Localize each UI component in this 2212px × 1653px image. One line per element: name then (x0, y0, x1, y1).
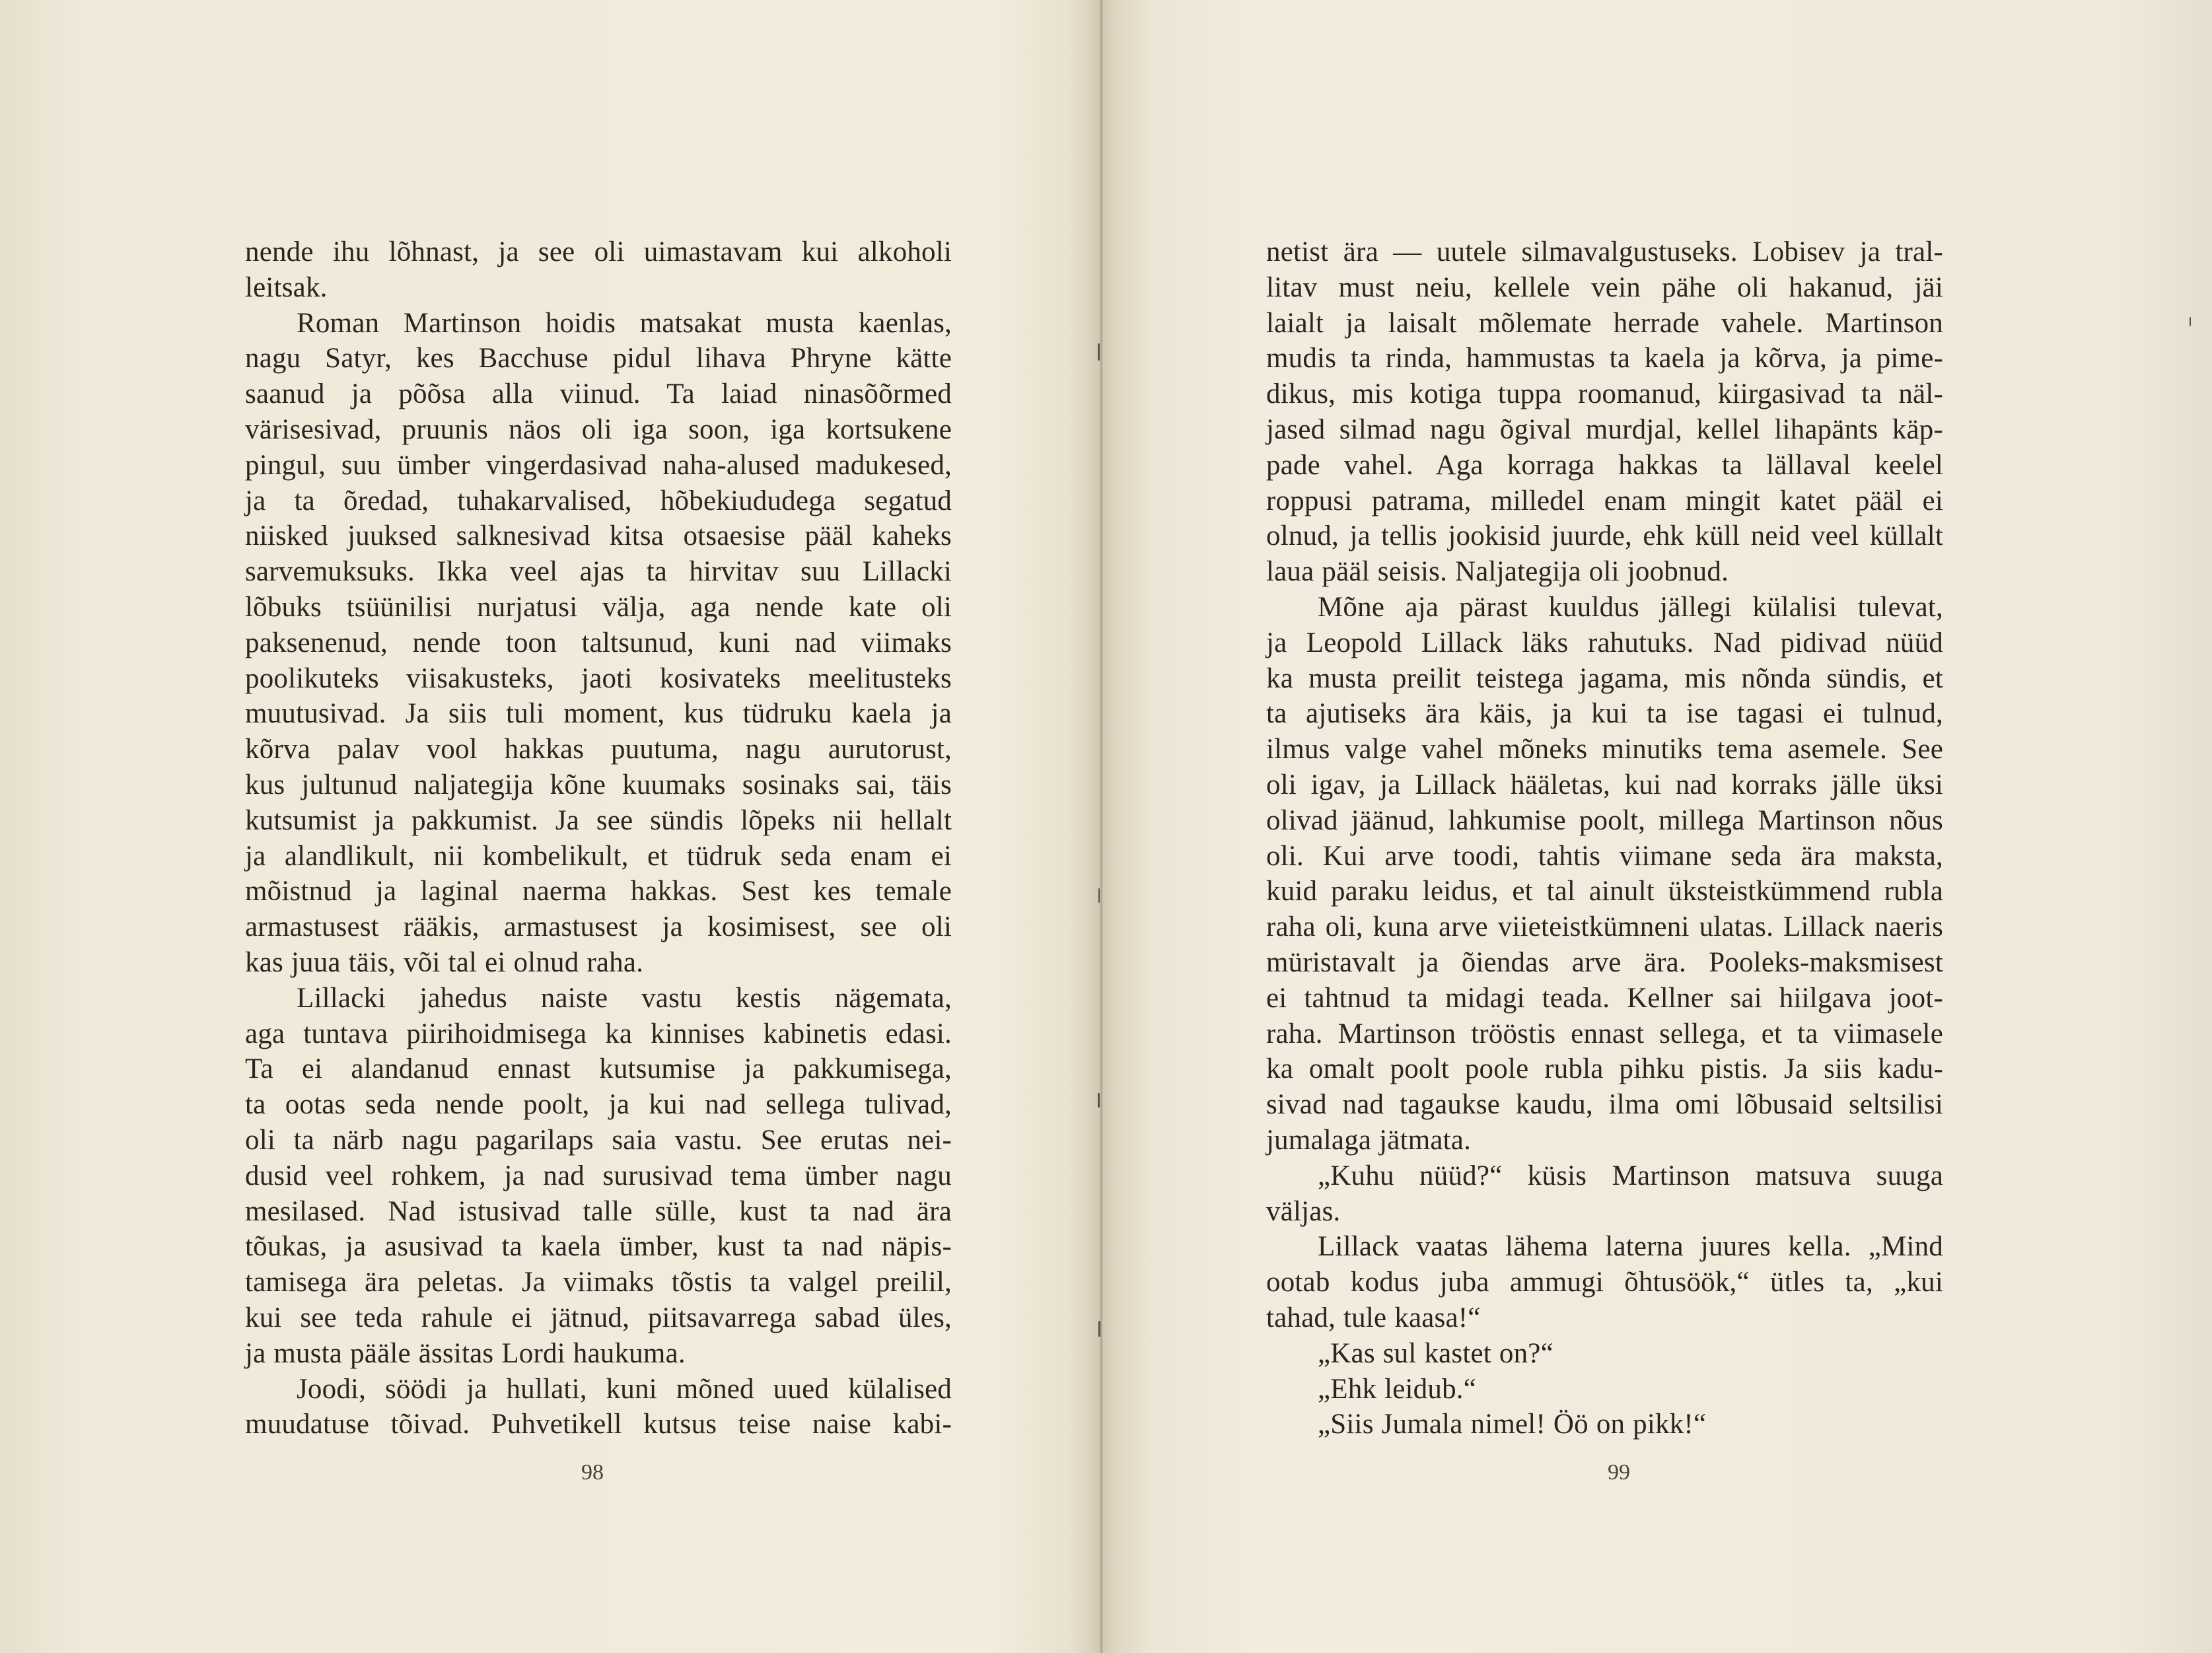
text-line: mõistnud ja laginal naerma hakkas. Sest kes temale (245, 876, 952, 907)
text-line: olivad jäänud, lahkumise poolt, millega Martinson nõus (1266, 804, 1943, 836)
text-line: laialt ja laisalt mõlemate herrade vahele. Martinson (1266, 307, 1943, 339)
text-line: tahad, tule kaasa!“ (1266, 1302, 1481, 1333)
text-line: ilmus valge vahel mõneks minutiks tema asemele. See (1266, 734, 1943, 765)
text-line: aga tuntava piirihoidmisega ka kinnises kabinetis edasi. (245, 1018, 952, 1049)
paper-speck (1098, 1321, 1100, 1337)
text-line: Lillacki jahedus naiste vastu kestis nägemata, (297, 982, 952, 1014)
text-line: leitsak. (245, 271, 328, 303)
text-line: pingul, suu ümber vingerdasivad naha-alused madukesed, (245, 449, 952, 481)
text-line: kui see teda rahule ei jätnud, piitsavarrega sabad üles, (245, 1302, 952, 1333)
text-line: netist ära — uutele silmavalgustuseks. Lobisev ja tral- (1266, 236, 1943, 267)
text-line: Mõne aja pärast kuuldus jällegi külalisi tulevat, (1318, 591, 1943, 623)
right-page (1102, 0, 2212, 1653)
text-line: roppusi patrama, milledel enam mingit katet pääl ei (1266, 485, 1943, 516)
text-line: muudatuse tõivad. Puhvetikell kutsus teise naise kabi- (245, 1409, 952, 1440)
text-line: „Kas sul kastet on?“ (1318, 1337, 1553, 1369)
text-line: ta ootas seda nende poolt, ja kui nad sellega tulivad, (245, 1089, 952, 1121)
text-line: olnud, ja tellis jookisid juurde, ehk küll neid veel küllalt (1266, 520, 1943, 552)
text-line: laua pääl seisis. Naljategija oli joobnud. (1266, 556, 1729, 588)
text-line: müristavalt ja õiendas arve ära. Pooleks-maksmisest (1266, 946, 1943, 978)
text-line: „Ehk leidub.“ (1318, 1373, 1477, 1405)
text-line: muutusivad. Ja siis tuli moment, kus tüdruku kaela ja (245, 698, 952, 730)
text-line: lõbuks tsüünilisi nurjatusi välja, aga nende kate oli (245, 591, 952, 623)
text-line: mudis ta rinda, hammustas ta kaela ja kõrva, ja pime- (1266, 343, 1943, 374)
text-line: ei tahtnud ta midagi teada. Kellner sai hiilgava joot- (1266, 982, 1943, 1014)
text-line: ka musta preilit teistega jagama, mis nõnda sündis, et (1266, 662, 1943, 694)
left-page-number: 98 (581, 1460, 604, 1485)
text-line: armastusest rääkis, armastusest ja kosimisest, see oli (245, 911, 952, 943)
text-line: jumalaga jätmata. (1266, 1124, 1472, 1156)
left-page (0, 0, 1100, 1653)
text-line: saanud ja põõsa alla viinud. Ta laiad ninasõõrmed (245, 378, 952, 410)
text-line: „Kuhu nüüd?“ küsis Martinson matsuva suuga (1318, 1160, 1943, 1191)
text-line: tamisega ära peletas. Ja viimaks tõstis ta valgel preilil, (245, 1267, 952, 1298)
text-line: raha oli, kuna arve viieteistkümneni ulatas. Lillack naeris (1266, 911, 1943, 943)
text-line: Ta ei alandanud ennast kutsumise ja pakkumisega, (245, 1053, 952, 1085)
text-line: oli ta närb nagu pagarilaps saia vastu. See erutas nei- (245, 1124, 952, 1156)
text-line: ta ajutiseks ära käis, ja kui ta ise tagasi ei tulnud, (1266, 698, 1943, 730)
text-line: pade vahel. Aga korraga hakkas ta lällaval keelel (1266, 449, 1943, 481)
text-line: nende ihu lõhnast, ja see oli uimastavam kui alkoholi (245, 236, 952, 267)
right-page-text (1266, 234, 1943, 1442)
paper-speck (1098, 888, 1100, 903)
text-line: mesilased. Nad istusivad talle sülle, kust ta nad ära (245, 1195, 952, 1227)
text-line: dusid veel rohkem, ja nad surusivad tema ümber nagu (245, 1160, 952, 1191)
text-line: ja alandlikult, nii kombelikult, et tüdruk seda enam ei (245, 840, 952, 872)
text-line: ka omalt poolt poole rubla pihku pistis. Ja siis kadu- (1266, 1053, 1943, 1085)
text-line: värisesivad, pruunis näos oli iga soon, iga kortsukene (245, 413, 952, 445)
text-line: väljas. (1266, 1195, 1341, 1227)
text-line: litav must neiu, kellele vein pähe oli hakanud, jäi (1266, 271, 1943, 303)
text-line: sarvemuksuks. Ikka veel ajas ta hirvitav suu Lillacki (245, 556, 952, 588)
text-line: tõukas, ja asusivad ta kaela ümber, kust ta nad näpis- (245, 1231, 952, 1263)
left-page-text (245, 234, 952, 1442)
text-line: jased silmad nagu õgival murdjal, kellel lihapänts käp- (1266, 413, 1943, 445)
text-line: paksenenud, nende toon taltsunud, kuni nad viimaks (245, 627, 952, 658)
text-line: ja ta õredad, tuhakarvalised, hõbekiududega segatud (245, 485, 952, 516)
text-line: nagu Satyr, kes Bacchuse pidul lihava Phryne kätte (245, 343, 952, 374)
text-line: kutsumist ja pakkumist. Ja see sündis lõpeks nii hellalt (245, 804, 952, 836)
text-line: ja Leopold Lillack läks rahutuks. Nad pidivad nüüd (1266, 627, 1943, 658)
text-line: kas juua täis, või tal ei olnud raha. (245, 946, 644, 978)
text-line: „Siis Jumala nimel! Öö on pikk!“ (1318, 1409, 1707, 1440)
text-line: kõrva palav vool hakkas puutuma, nagu aurutorust, (245, 734, 952, 765)
text-line: raha. Martinson trööstis ennast sellega, et ta viimasele (1266, 1018, 1943, 1049)
text-line: kuid paraku leidus, et tal ainult üksteistkümmend rubla (1266, 876, 1943, 907)
paper-speck (2190, 317, 2191, 326)
text-line: dikus, mis kotiga tuppa roomanud, kiirgasivad ta näl- (1266, 378, 1943, 410)
text-line: oli igav, ja Lillack hääletas, kui nad korraks jälle üksi (1266, 769, 1943, 800)
text-line: Roman Martinson hoidis matsakat musta kaenlas, (297, 307, 952, 339)
right-page-number: 99 (1608, 1460, 1630, 1485)
text-line: oli. Kui arve toodi, tahtis viimane seda ära maksta, (1266, 840, 1943, 872)
text-line: niisked juuksed salknesivad kitsa otsaesise pääl kaheks (245, 520, 952, 552)
paper-speck (1098, 1093, 1100, 1108)
text-line: Joodi, söödi ja hullati, kuni mõned uued külalised (297, 1373, 952, 1405)
text-line: ja musta pääle ässitas Lordi haukuma. (245, 1337, 686, 1369)
text-line: ootab kodus juba ammugi õhtusöök,“ ütles ta, „kui (1266, 1267, 1943, 1298)
paper-speck (1098, 343, 1100, 361)
text-line: kus jultunud naljategija kõne kuumaks sosinaks sai, täis (245, 769, 952, 800)
text-line: Lillack vaatas lähema laterna juures kella. „Mind (1318, 1231, 1943, 1263)
text-line: poolikuteks viisakusteks, jaoti kosivateks meelitusteks (245, 662, 952, 694)
text-line: sivad nad tagaukse kaudu, ilma omi lõbusaid seltsilisi (1266, 1089, 1943, 1121)
